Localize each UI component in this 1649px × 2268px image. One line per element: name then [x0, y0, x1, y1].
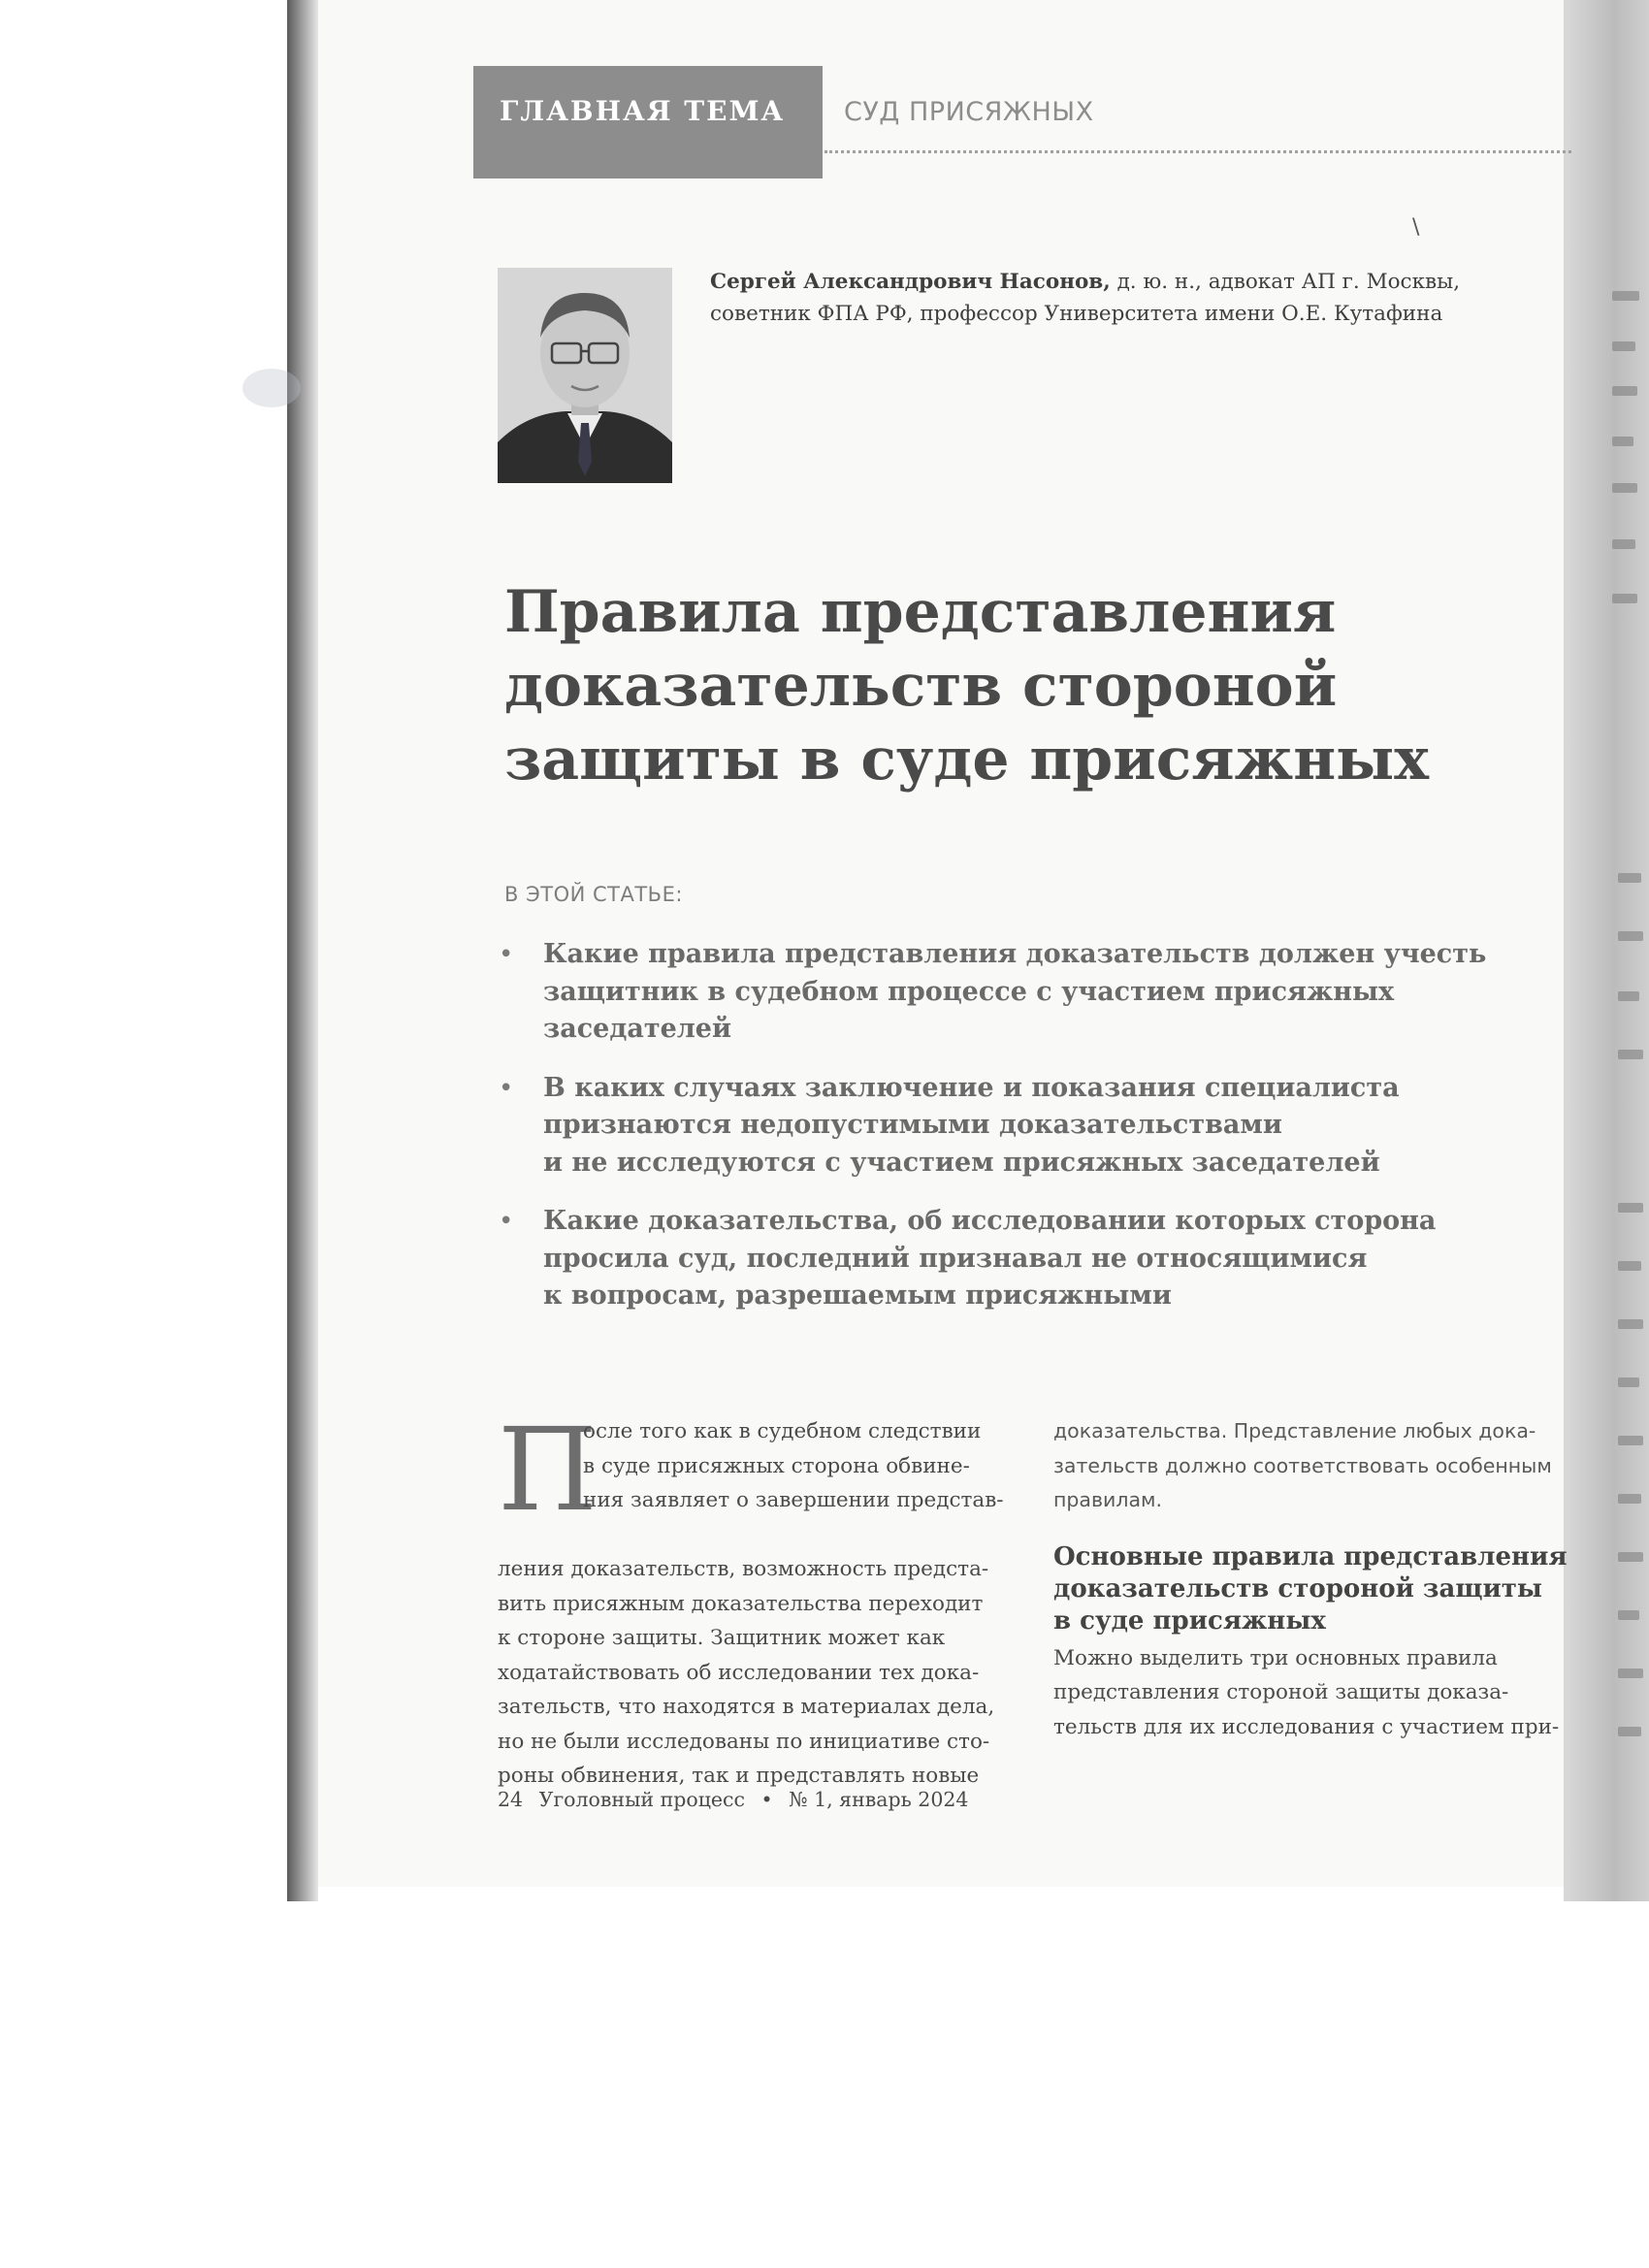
author-photo [498, 268, 672, 483]
highlight-line: Какие доказательства, об исследовании которых сторона [543, 1206, 1437, 1236]
body-text-line: ходатайствовать об исследовании тех дока- [498, 1660, 980, 1685]
body-text-line: правилам. [1053, 1488, 1163, 1511]
bleed-through-mark [1618, 1377, 1639, 1387]
bleed-through-mark [1618, 1261, 1641, 1271]
highlight-item [499, 936, 1566, 1049]
bleed-through-mark [1618, 1436, 1643, 1445]
body-column-right [1053, 1414, 1577, 1744]
author-name: Сергей Александрович Насонов, [710, 270, 1111, 294]
bleed-through-mark [1618, 931, 1643, 941]
bleed-through-mark [1612, 594, 1637, 603]
bleed-through-mark [1618, 1050, 1643, 1059]
body-text-line: вить присяжным доказательства переходит [498, 1591, 984, 1616]
article-title [504, 575, 1571, 796]
subheading-line: доказательств стороной защиты [1053, 1573, 1542, 1604]
scan-smudge [242, 369, 301, 407]
journal-name: Уголовный процесс [538, 1788, 745, 1811]
body-text-line: тельств для их исследования с участием при- [1053, 1714, 1560, 1739]
page-spine-shadow [287, 0, 318, 1901]
author-info [710, 266, 1505, 330]
in-this-article-label: В ЭТОЙ СТАТЬЕ: [504, 883, 683, 906]
bleed-through-mark [1618, 1669, 1643, 1678]
highlight-line: к вопросам, разрешаемым присяжными [543, 1280, 1172, 1311]
body-text-line: ния заявляет о завершении предстaв- [583, 1488, 1004, 1512]
body-text-line: Можно выделить три основных правила [1053, 1645, 1498, 1670]
bleed-through-mark [1612, 437, 1633, 446]
bleed-through-mark [1618, 1610, 1639, 1620]
bleed-through-mark [1618, 873, 1641, 883]
article-title-line: Правила представления [504, 578, 1337, 646]
body-text-line: к стороне защиты. Защитник может как [498, 1626, 946, 1650]
highlight-item [499, 1203, 1566, 1315]
bleed-through-mark [1618, 1552, 1643, 1562]
stray-mark: \ [1412, 215, 1420, 240]
body-text-line: ления доказательств, возможность предста- [498, 1557, 989, 1581]
article-title-line: доказательств стороной [504, 652, 1338, 720]
section-subheading [1053, 1541, 1577, 1637]
bleed-through-mark [1618, 1494, 1641, 1504]
highlight-line: просила суд, последний признавал не относящимися [543, 1243, 1368, 1274]
article-highlights [499, 936, 1566, 1337]
subheading-line: в суде присяжных [1053, 1605, 1326, 1636]
highlight-line: признаются недопустимыми доказательствами [543, 1110, 1282, 1140]
body-column-left [498, 1403, 1017, 1794]
issue-info: № 1, январь 2024 [789, 1788, 969, 1811]
subheading-line: Основные правила представления [1053, 1541, 1568, 1571]
bleed-through-mark [1612, 341, 1635, 351]
page-footer [498, 1788, 978, 1811]
highlight-line: защитник в судебном процессе с участием присяжных [543, 976, 1395, 1007]
body-text-line: роны обвинения, так и представлять новые [498, 1764, 980, 1788]
highlight-line: В каких случаях заключение и показания специалиста [543, 1072, 1400, 1103]
scan-background-bottom [0, 1901, 1649, 2268]
article-title-line: защиты в суде присяжных [504, 726, 1430, 794]
body-text-line: зательств должно соответствовать особенным [1053, 1453, 1552, 1477]
body-text-line: но не были исследованы по инициативе сто- [498, 1729, 990, 1754]
highlight-item [499, 1070, 1566, 1183]
bleed-through-mark [1612, 386, 1637, 396]
body-text-line: представления стороной защиты доказа- [1053, 1680, 1509, 1704]
bullet-icon: • [499, 1207, 514, 1236]
body-text-line: осле того как в судебном следствии [583, 1419, 982, 1443]
highlight-line: Какие правила представления доказательств должен учесть [543, 939, 1487, 969]
footer-separator: • [760, 1788, 773, 1811]
author-credentials: д. ю. н., адвокат АП г. Москвы, [1110, 270, 1461, 294]
rubric-main-label: ГЛАВНАЯ ТЕМА [500, 95, 786, 127]
body-text-line: доказательства. Представление любых дока- [1053, 1419, 1536, 1442]
bleed-through-mark [1612, 483, 1637, 493]
highlight-line: заседателей [543, 1014, 731, 1044]
rubric-dotted-rule [824, 150, 1571, 153]
body-text-line: зательств, что находятся в материалах дела, [498, 1695, 995, 1719]
drop-cap: П [498, 1403, 598, 1537]
bleed-through-mark [1618, 1319, 1643, 1329]
bleed-through-mark [1618, 991, 1639, 1001]
rubric-sub-label: СУД ПРИСЯЖНЫХ [844, 97, 1094, 127]
bullet-icon: • [499, 1073, 514, 1103]
bullet-icon: • [499, 940, 514, 969]
highlight-line: и не исследуются с участием присяжных заседателей [543, 1147, 1380, 1178]
author-portrait-image [498, 268, 672, 483]
bleed-through-mark [1612, 539, 1635, 549]
bleed-through-mark [1618, 1203, 1643, 1213]
bleed-through-mark [1612, 291, 1639, 301]
page-number: 24 [498, 1788, 524, 1811]
bleed-through-mark [1618, 1727, 1641, 1736]
author-position: советник ФПА РФ, профессор Университета имени О.Е. Кутафина [710, 302, 1443, 326]
body-text-line: в суде присяжных сторона обвине- [583, 1453, 970, 1478]
